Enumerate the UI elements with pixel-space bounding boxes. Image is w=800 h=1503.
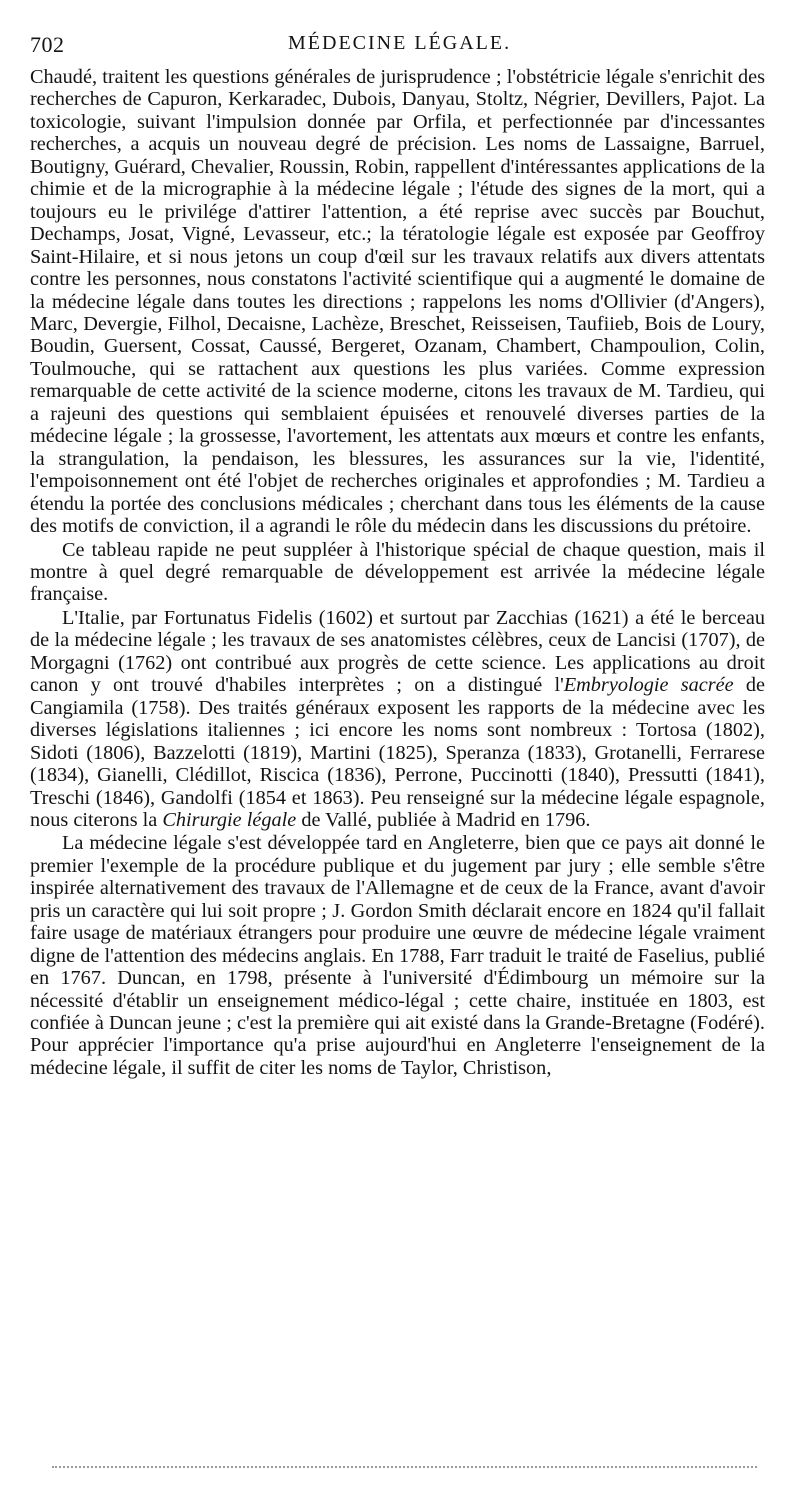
text-run: Chaudé, traitent les questions générales de jurisprudence ; l'obstétricie légale s'enrichit des recherches de Capuron, Kerkaradec, Dubois, Danyau, Stoltz, Négrier, Devillers, Pajot. La toxicologie, suivant l'impulsion donnée par Orfila, et perfectionnée par d'incessantes recherches, a acquis un nouveau degré de précision. Les noms de Lassaigne, Barruel, Boutigny, Guérard, Chevalier, Roussin, Robin, rappellent d'intéressantes applications de la chimie et de la micrographie à la médecine légale ; l'étude des signes de la mort, qui a toujours eu le privilége d'attirer l'attention, a été reprise avec succès par Bouchut, Dechamps, Josat, Vigné, Levasseur, etc.; la tératologie légale est exposée par Geoffroy Saint-Hilaire, et si nous jetons un coup d'œil sur les travaux relatifs aux divers attentats contre les personnes, nous constatons l'activité scientifique qui a augmenté le domaine de la médecine légale dans toutes les directions ; rappelons les noms d'Ollivier (d'Angers), Marc, Devergie, Filhol, Decaisne, Lachèze, Breschet, Reisseisen, Taufiieb, Bois de Loury, Boudin, Guersent, Cossat, Caussé, Bergeret, Ozanam, Chambert, Champoulion, Colin, Toulmouche, qui se rattachent aux questions les plus variées. Comme expression remarquable de cette activité de la science moderne, citons les travaux de M. Tardieu, qui a rajeuni des questions qui semblaient épuisées et renouvelé diverses parties de la médecine légale ; la grossesse, l'avortement, les attentats aux mœurs et contre les enfants, la strangulation, la pendaison, les blessures, les assurances sur la vie, l'identité, l'empoisonnement ont été l'objet de recherches originales et approfondies ; M. Tardieu a étendu la portée des conclusions médicales ; cherchant dans tous les éléments de la cause des motifs de conviction, il a agrandi le rôle du médecin dans les discussions du prétoire. (30, 66, 765, 538)
paragraph-3 (30, 607, 765, 832)
paragraph-4 (30, 832, 765, 1079)
text-run: L'Italie, par Fortunatus Fidelis (1602) et surtout par Zacchias (1621) a été le berceau de la médecine légale ; les travaux de ses anatomistes célèbres, ceux de Lancisi (1707), de Morgagni (1762) ont contribué aux progrès de cette science. Les applications au droit canon y ont trouvé d'habiles interprètes ; on a distingué l' (30, 606, 765, 697)
text-run: de Vallé, publiée à Madrid en 1796. (296, 808, 591, 831)
page-header (30, 30, 765, 60)
italic-title: Embryologie sacrée (563, 674, 734, 697)
footer-rule (52, 1466, 757, 1468)
body-text (30, 66, 765, 1079)
text-run: de Cangiamila (1758). Des traités généraux exposent les rapports de la médecine avec les diverses législations italiennes ; ici encore les noms sont nombreux : Tortosa (1802), Sidoti (1806), Bazzelotti (1819), Martini (1825), Speranza (1833), Grotanelli, Ferrarese (1834), Gianelli, Clédillot, Riscica (1836), Perrone, Puccinotti (1840), Pressutti (1841), Treschi (1846), Gandolfi (1854 et 1863). Peu renseigné sur la médecine légale espagnole, nous citerons la (30, 674, 766, 831)
italic-title: Chirurgie légale (162, 808, 297, 831)
running-title: MÉDECINE LÉGALE. (288, 32, 512, 54)
page-number: 702 (30, 32, 65, 57)
paragraph-1 (30, 66, 765, 538)
text-run: Ce tableau rapide ne peut suppléer à l'historique spécial de chaque question, mais il montre à quel degré remarquable de développement est arrivée la médecine légale française. (30, 538, 765, 606)
text-run: La médecine légale s'est développée tard en Angleterre, bien que ce pays ait donné le premier l'exemple de la procédure publique et du jugement par jury ; elle semble s'être inspirée alternativement des travaux de l'Allemagne et de ceux de la France, avant d'avoir pris un caractère qui lui soit propre ; J. Gordon Smith déclarait encore en 1824 qu'il fallait faire usage de matériaux étrangers pour produire une œuvre de médecine légale vraiment digne de l'attention des médecins anglais. En 1788, Farr traduit le traité de Faselius, publié en 1767. Duncan, en 1798, présente à l'université d'Édimbourg un mémoire sur la nécessité d'établir un enseignement médico-légal ; cette chaire, instituée en 1803, est confiée à Duncan jeune ; c'est la première qui ait existé dans la Grande-Bretagne (Fodéré). Pour apprécier l'importance qu'a prise aujourd'hui en Angleterre l'enseignement de la médecine légale, il suffit de citer les noms de Taylor, Christison, (30, 832, 765, 1079)
paragraph-2 (30, 539, 765, 606)
